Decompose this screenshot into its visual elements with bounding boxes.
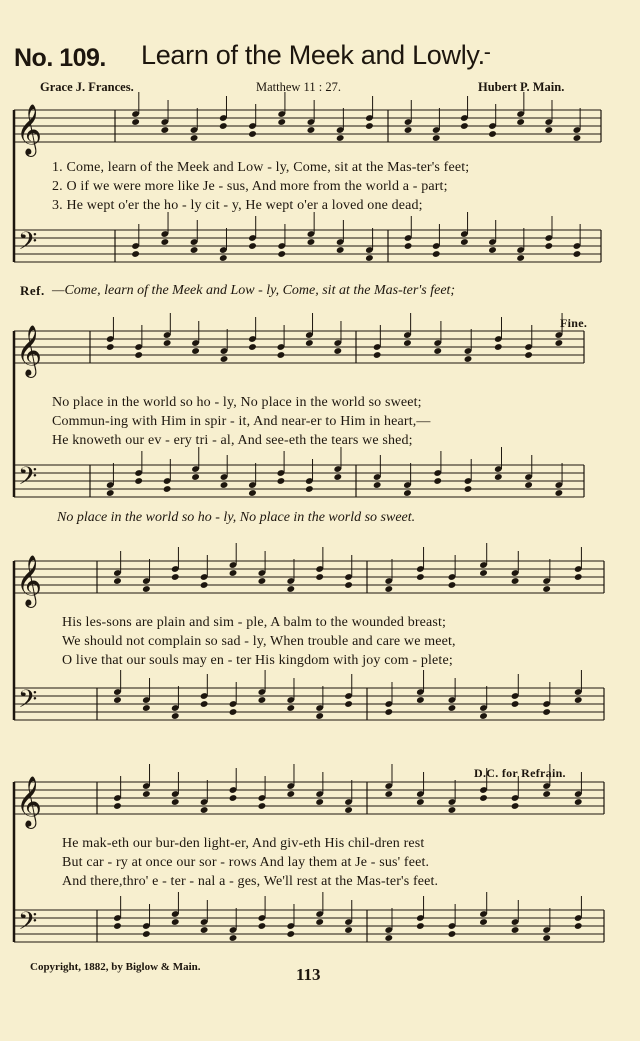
system-3-verse-1: His les-sons are plain and sim - ple, A balm to the wounded breast; (62, 615, 447, 630)
system-3-bass-note-head (113, 696, 122, 704)
system-3-treble-note-head (113, 577, 122, 585)
system-3-treble-note-head (142, 585, 151, 593)
system-1-treble-note-head (365, 122, 374, 130)
system-4-treble-b-note-head (574, 798, 583, 806)
system-1-treble-b-note-head (404, 126, 413, 134)
system-4-bass-note-head (171, 918, 180, 926)
system-3-treble-b-note-head (574, 573, 583, 581)
system-3-treble-note-head (229, 569, 238, 577)
system-3-bass-b-note-head (542, 708, 551, 716)
system-4-verse-2: But car - ry at once our sor - rows And lay them at Je - sus' feet. (62, 855, 430, 870)
system-1-bass-note-head (219, 254, 228, 262)
system-3-bass-note-head (200, 700, 209, 708)
system-2-bass-clef-icon: 𝄢 (18, 462, 38, 497)
fine-marker: Fine. (560, 316, 588, 330)
system-4-treble-note-head (344, 806, 353, 814)
system-3-bass-note-head (286, 704, 295, 712)
system-1-treble-note-head (131, 118, 140, 126)
system-1-treble-b-note-head (460, 122, 469, 130)
system-3-treble-clef-icon: 𝄞 (16, 555, 43, 606)
system-4-bass-note-head (200, 926, 209, 934)
system-4-treble-note-head (315, 798, 324, 806)
system-4-treble-clef-icon: 𝄞 (16, 776, 43, 827)
system-3-treble-note-head (315, 573, 324, 581)
system-4-bass-clef-icon: 𝄢 (18, 907, 38, 942)
system-2-verse-1: No place in the world so ho - ly, No place in the world so sweet; (52, 395, 422, 410)
system-2-bass-note-head (191, 473, 200, 481)
system-3-bass-note-head (315, 712, 324, 720)
system-4-bass-note-head (344, 926, 353, 934)
system-3-treble-note-head (200, 581, 209, 589)
system-3-bass-note-head (258, 696, 267, 704)
system-1-treble-b-note-head (544, 126, 553, 134)
system-2-treble-note-head (220, 355, 229, 363)
dc-marker: D.C. for Refrain. (474, 766, 566, 780)
system-1-bass-b-note-head (404, 242, 413, 250)
system-2-treble-b-note-head (555, 339, 564, 347)
system-1-bass-note-head (365, 254, 374, 262)
system-4-treble-note-head (142, 790, 151, 798)
system-1-bass-note-head (131, 250, 140, 258)
system-1-bass-b-note-head (432, 250, 441, 258)
system-2-treble-note-head (191, 347, 200, 355)
system-3-bass-b-note-head (416, 696, 425, 704)
refrain-label: Ref. (20, 283, 45, 298)
lyricist-credit: Grace J. Frances. (40, 80, 134, 94)
system-2-verse-2: Commun-ing with Him in spir - it, And near-er to Him in heart,— (52, 414, 431, 429)
system-2-bass-b-note-head (555, 489, 564, 497)
system-1-treble-b-note-head (573, 134, 582, 142)
system-3-verse-2: We should not complain so sad - ly, When trouble and care we meet, (62, 634, 456, 649)
system-1-bass-b-note-head (516, 254, 525, 262)
system-4-bass-note-head (113, 922, 122, 930)
system-2-verse-3: He knoweth our ev - ery tri - al, And see-eth the tears we shed; (52, 433, 413, 448)
system-1-bass-b-note-head (573, 250, 582, 258)
system-1-verse-2: 2. O if we were more like Je - sus, And more from the world a - part; (52, 179, 448, 194)
system-4-treble-b-note-head (448, 806, 457, 814)
system-4-bass-note-head (286, 930, 295, 938)
system-3-treble-b-note-head (511, 577, 520, 585)
system-3-treble-b-note-head (384, 585, 393, 593)
hymn-number: No. 109. (14, 44, 106, 72)
system-4-bass-b-note-head (448, 930, 457, 938)
system-1-treble-note-head (190, 134, 199, 142)
system-2-bass-note-head (163, 485, 172, 493)
title-mark: - (484, 41, 491, 63)
system-3-bass-b-note-head (384, 708, 393, 716)
system-4-treble-note-head (171, 798, 180, 806)
system-2-treble-clef-icon: 𝄞 (16, 325, 43, 376)
system-1-bass-clef-icon: 𝄢 (18, 227, 38, 262)
system-1-treble-note-head (336, 134, 345, 142)
system-4-bass-note-head (258, 922, 267, 930)
system-4-treble-note-head (229, 794, 238, 802)
system-2-bass-b-note-head (373, 481, 382, 489)
system-4-bass-note-head (142, 930, 151, 938)
composer-credit: Hubert P. Main. (478, 80, 565, 94)
system-2-bass-b-note-head (433, 477, 442, 485)
system-2-treble-b-note-head (494, 343, 503, 351)
system-2-bass-b-note-head (494, 473, 503, 481)
system-2-bass-note-head (134, 477, 143, 485)
system-1-bass-b-note-head (460, 238, 469, 246)
system-3-treble-note-head (171, 573, 180, 581)
system-3-bass-note-head (229, 708, 238, 716)
system-3-treble-note-head (286, 585, 295, 593)
system-2-treble-b-note-head (464, 355, 473, 363)
system-1-treble-note-head (248, 130, 257, 138)
system-2-treble-note-head (333, 347, 342, 355)
system-3-bass-b-note-head (511, 700, 520, 708)
system-4-verse-3: And there,thro' e - ter - nal a - ges, We'll rest at the Mas-ter's feet. (62, 874, 439, 889)
system-2-bass-b-note-head (524, 481, 533, 489)
system-1-bass-note-head (248, 242, 257, 250)
system-4-bass-b-note-head (511, 926, 520, 934)
refrain-text-2: No place in the world so ho - ly, No place in the world so sweet. (57, 510, 416, 525)
system-4-bass-b-note-head (542, 934, 551, 942)
system-3-verse-3: O live that our souls may en - ter His kingdom with joy com - plete; (62, 653, 453, 668)
system-3-treble-b-note-head (479, 569, 488, 577)
system-2-bass-note-head (277, 477, 286, 485)
system-4-treble-b-note-head (384, 790, 393, 798)
system-4-bass-note-head (315, 918, 324, 926)
system-1-treble-note-head (219, 122, 228, 130)
system-4-bass-b-note-head (574, 922, 583, 930)
system-4-bass-b-note-head (384, 934, 393, 942)
system-3-bass-b-note-head (448, 704, 457, 712)
system-3-bass-clef-icon: 𝄢 (18, 685, 38, 720)
system-3-treble-note-head (258, 577, 267, 585)
system-1-bass-note-head (190, 246, 199, 254)
scripture-reference: Matthew 11 : 27. (256, 80, 341, 94)
system-1-treble-b-note-head (488, 130, 497, 138)
system-2-treble-b-note-head (373, 351, 382, 359)
system-4-treble-note-head (286, 790, 295, 798)
system-3-bass-b-note-head (479, 712, 488, 720)
system-4-treble-note-head (113, 802, 122, 810)
system-4-bass-note-head (229, 934, 238, 942)
system-4-treble-b-note-head (416, 798, 425, 806)
system-1-treble-note-head (160, 126, 169, 134)
system-3-bass-note-head (142, 704, 151, 712)
system-4-treble-note-head (200, 806, 209, 814)
system-1-treble-note-head (277, 118, 286, 126)
system-2-treble-note-head (134, 351, 143, 359)
system-4-bass-b-note-head (479, 918, 488, 926)
system-1-verse-1: 1. Come, learn of the Meek and Low - ly, Come, sit at the Mas-ter's feet; (52, 160, 470, 175)
system-2-bass-b-note-head (464, 485, 473, 493)
system-3-bass-note-head (171, 712, 180, 720)
system-2-bass-note-head (220, 481, 229, 489)
refrain-text-1: —Come, learn of the Meek and Low - ly, Come, sit at the Mas-ter's feet; (52, 283, 456, 298)
system-1-bass-note-head (307, 238, 316, 246)
system-2-treble-b-note-head (524, 351, 533, 359)
system-3-treble-b-note-head (448, 581, 457, 589)
system-4-verse-1: He mak-eth our bur-den light-er, And giv-eth His chil-dren rest (62, 836, 425, 851)
system-3-treble-note-head (344, 581, 353, 589)
system-1-bass-note-head (336, 246, 345, 254)
system-2-treble-note-head (277, 351, 286, 359)
system-1-bass-note-head (160, 238, 169, 246)
system-2-treble-note-head (305, 339, 314, 347)
system-3-treble-b-note-head (416, 573, 425, 581)
system-4-bass-b-note-head (416, 922, 425, 930)
system-1-treble-clef-icon: 𝄞 (16, 104, 43, 155)
system-2-treble-note-head (248, 343, 257, 351)
system-3-bass-b-note-head (574, 696, 583, 704)
page-number: 113 (296, 965, 321, 984)
system-1-bass-b-note-head (544, 242, 553, 250)
system-1-verse-3: 3. He wept o'er the ho - ly cit - y, He wept o'er a loved one dead; (52, 198, 423, 213)
system-2-bass-note-head (248, 489, 257, 497)
system-1-bass-note-head (277, 250, 286, 258)
system-2-treble-note-head (163, 339, 172, 347)
system-4-treble-note-head (258, 802, 267, 810)
system-1-bass-b-note-head (488, 246, 497, 254)
system-2-bass-note-head (305, 485, 314, 493)
system-2-bass-note-head (106, 489, 115, 497)
system-1-treble-note-head (307, 126, 316, 134)
system-4-treble-b-note-head (511, 802, 520, 810)
copyright-notice: Copyright, 1882, by Biglow & Main. (30, 961, 201, 973)
system-2-treble-b-note-head (403, 339, 412, 347)
system-2-bass-note-head (333, 473, 342, 481)
hymn-title: Learn of the Meek and Lowly. (141, 40, 485, 70)
system-2-bass-b-note-head (403, 489, 412, 497)
system-2-treble-b-note-head (433, 347, 442, 355)
system-4-treble-b-note-head (479, 794, 488, 802)
system-1-treble-b-note-head (516, 118, 525, 126)
system-1-treble-b-note-head (432, 134, 441, 142)
system-3-treble-b-note-head (542, 585, 551, 593)
system-2-treble-note-head (106, 343, 115, 351)
system-4-treble-b-note-head (542, 790, 551, 798)
system-3-bass-note-head (344, 700, 353, 708)
